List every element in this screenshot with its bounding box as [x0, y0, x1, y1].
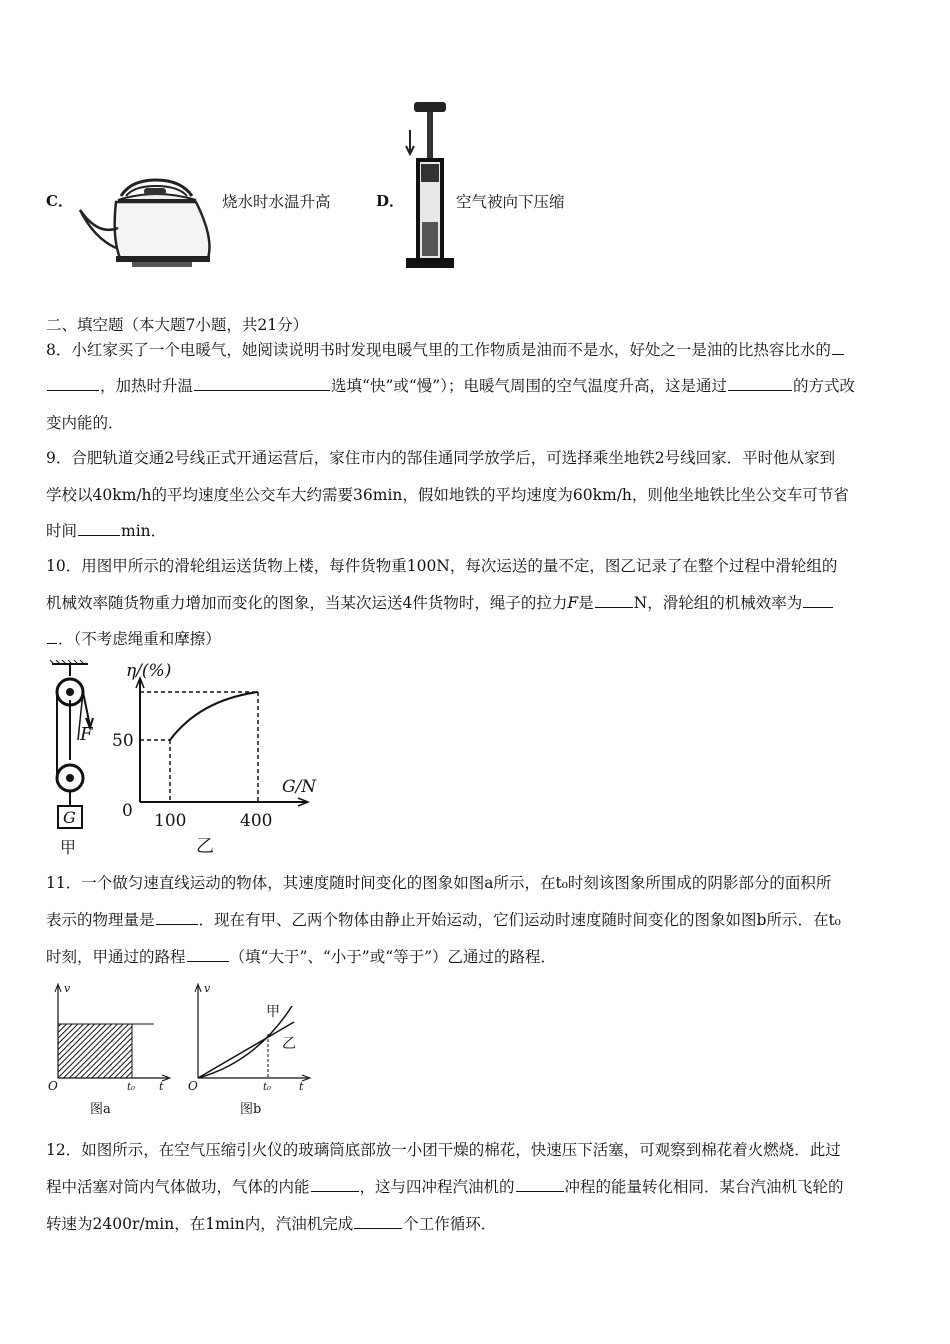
q10-blank-1[interactable] [595, 606, 633, 608]
figure-a [44, 978, 174, 1118]
q10-line-3: ．（不考虑绳重和摩擦） [46, 627, 221, 649]
air-compressor-image [402, 100, 458, 272]
kettle-body [115, 202, 210, 258]
svg-text:t₀: t₀ [127, 1082, 136, 1093]
q8-line-1: 8．小红家买了一个电暖气，她阅读说明书时发现电暖气里的工作物质是油而不是水，好处之一是油的比热容比水的 [46, 338, 845, 360]
x-tick-100: 100 [154, 811, 187, 831]
q9-line-1: 9．合肥轨道交通2号线正式开通运营后，家住市内的郜佳通同学放学后，可选择乘坐地铁2号线回家．平时他从家到 [46, 449, 836, 467]
caption-jia: 甲 [60, 838, 77, 857]
svg-text:t: t [299, 1080, 304, 1093]
q10-blank-2[interactable] [803, 606, 833, 608]
svg-text:v: v [204, 982, 211, 995]
y-axis-label: η/(%) [126, 661, 172, 681]
option-d-text: 空气被向下压缩 [456, 193, 565, 211]
caption-a: 图a [90, 1102, 111, 1117]
q12-blank-3[interactable] [354, 1227, 402, 1229]
weight-label: G [63, 808, 76, 827]
label-jia: 甲 [266, 1004, 280, 1020]
svg-text:O: O [48, 1079, 58, 1093]
force-label: F [80, 724, 93, 745]
efficiency-graph [110, 658, 320, 858]
q12-blank-1[interactable] [311, 1190, 359, 1192]
q11-line-2: 表示的物理量是 ．现在有甲、乙两个物体由静止开始运动，它们运动时速度随时间变化的图象如图b所示．在t₀ [46, 911, 841, 929]
svg-text:t: t [159, 1080, 164, 1093]
q8-blank-3[interactable] [728, 389, 792, 391]
svg-text:O: O [188, 1079, 198, 1093]
svg-text:v: v [64, 982, 71, 995]
down-arrow-icon [406, 130, 414, 154]
caption-b: 图b [240, 1102, 262, 1117]
q11-blank-1[interactable] [156, 923, 198, 925]
q11-line-1: 11．一个做匀速直线运动的物体，其速度随时间变化的图象如图a所示，在t₀时刻该图象所围成的阴影部分的面积所 [46, 874, 832, 892]
y-tick-50: 50 [112, 731, 134, 751]
q8-blank-2[interactable] [194, 389, 330, 391]
q10-line-2: 机械效率随货物重力增加而变化的图象，当某次运送4件货物时，绳子的拉力F是 N，滑轮组的机械效率为 [46, 591, 834, 613]
pulley-figure [44, 660, 104, 860]
q9-line-3: 时间 min． [46, 522, 167, 540]
q9-line-2: 学校以40km/h的平均速度坐公交车大约需要36min，假如地铁的平均速度为60km/h，则他坐地铁比坐公交车可节省 [46, 486, 849, 504]
option-d-label: D． [376, 192, 405, 210]
option-c-label: C． [46, 192, 73, 210]
q12-line-1: 12．如图所示，在空气压缩引火仪的玻璃筒底部放一小团干燥的棉花，快速压下活塞，可观察到棉花着火燃烧．此过 [46, 1141, 841, 1159]
q12-blank-2[interactable] [516, 1190, 564, 1192]
efficiency-curve [170, 692, 258, 740]
line-yi [198, 1022, 294, 1078]
force-arrow-icon [83, 692, 93, 728]
q12-line-3: 转速为2400r/min，在1min内，汽油机完成 个工作循环． [46, 1215, 497, 1233]
kettle-image [76, 178, 226, 270]
shaded-area [58, 1024, 132, 1078]
option-c-text: 烧水时水温升高 [222, 193, 331, 211]
q12-line-2: 程中活塞对筒内气体做功，气体的内能 ，这与四冲程汽油机的 冲程的能量转化相同．某台汽油机飞轮的 [46, 1178, 844, 1196]
q8-line-3: 变内能的． [46, 414, 124, 432]
label-yi: 乙 [282, 1036, 296, 1052]
q8-blank-1[interactable] [47, 389, 99, 391]
figure-b [186, 978, 316, 1118]
x-tick-400: 400 [240, 811, 273, 831]
svg-text:t₀: t₀ [263, 1082, 272, 1093]
q11-blank-2[interactable] [187, 960, 229, 962]
q8-line-2: ，加热时升温 选填“快”或“慢”）；电暖气周围的空气温度升高，这是通过 的方式改 [46, 374, 855, 396]
origin-label: 0 [122, 801, 133, 821]
section-title: 二、填空题（本大题7小题，共21分） [46, 316, 309, 334]
caption-yi: 乙 [196, 836, 214, 857]
x-axis-label: G/N [282, 777, 317, 797]
q11-line-3: 时刻，甲通过的路程 （填“大于”、“小于”或“等于”）乙通过的路程． [46, 948, 557, 966]
q10-line-1: 10．用图甲所示的滑轮组运送货物上楼，每件货物重100N，每次运送的量不定，图乙记录了在整个过程中滑轮组的 [46, 557, 838, 575]
kettle-spout [80, 210, 118, 248]
q9-blank[interactable] [78, 534, 120, 536]
